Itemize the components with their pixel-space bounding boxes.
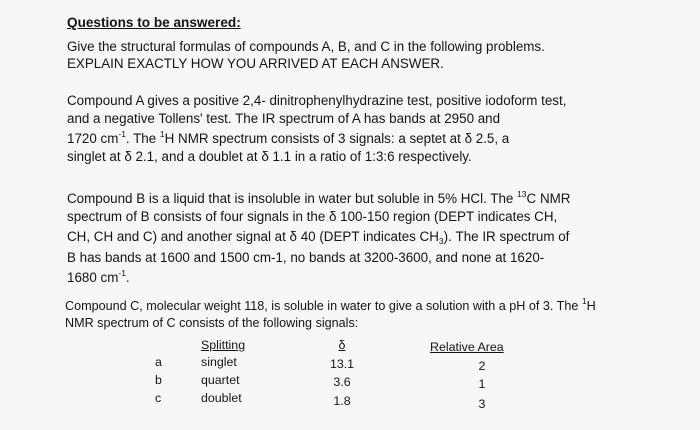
table-header-relative-area: Relative Area (430, 340, 504, 354)
compound-a-line-2: and a negative Tollens' test. The IR spectrum of A has bands at 2950 and (67, 111, 501, 126)
compound-a-line-4: singlet at δ 2.1, and a doublet at δ 1.1 in a ratio of 1:3:6 respectively. (67, 149, 472, 164)
compound-b-line-2: spectrum of B consists of four signals in the δ 100-150 region (DEPT indicates CH, (67, 209, 558, 224)
compound-b-line-5: 1680 $cm^{-1}$. (67, 268, 130, 285)
table-row-label: a (155, 355, 162, 369)
table-cell-delta: 1.8 (333, 394, 351, 408)
table-cell-splitting: singlet (201, 355, 237, 369)
table-cell-splitting: doublet (201, 391, 242, 405)
compound-a-line-1: Compound A gives a positive 2,4- dinitrophenylhydrazine test, positive iodoform test, (67, 93, 567, 108)
compound-c-line-1: Compound C, molecular weight 118, is soluble in water to give a solution with a pH of 3. The $^1$H (65, 296, 596, 313)
table-cell-delta: 3.6 (333, 375, 351, 389)
compound-b-line-1: Compound B is a liquid that is insoluble in water but soluble in 5% HCl. The $^{13}$C NMR (67, 189, 571, 206)
table-row-label: c (155, 391, 162, 405)
compound-a-line-3: 1720 $cm^{-1}$. The $^1$H NMR spectrum consists of 3 signals: a septet at δ 2.5, a (67, 129, 510, 146)
table-header-splitting: Splitting (201, 338, 246, 352)
table-header-delta: δ (338, 338, 346, 352)
table-cell-area: 3 (478, 397, 486, 411)
compound-b-line-4: B has bands at 1600 and 1500 cm-1, no bands at 3200-3600, and none at 1620- (67, 250, 545, 265)
table-row-label: b (155, 373, 162, 387)
table-cell-delta: 13.1 (329, 357, 355, 371)
table-cell-area: 2 (478, 359, 486, 373)
table-cell-area: 1 (478, 377, 486, 391)
table-cell-splitting: quartet (201, 373, 240, 387)
compound-c-line-2: NMR spectrum of C consists of the following signals: (65, 316, 359, 330)
intro-line-1: Give the structural formulas of compounds A, B, and C in the following problems. (67, 39, 545, 54)
intro-line-2: EXPLAIN EXACTLY HOW YOU ARRIVED AT EACH ANSWER. (67, 56, 444, 71)
section-heading: Questions to be answered: (67, 15, 241, 30)
compound-b-line-3: CH, CH and C) and another signal at δ 40 (DEPT indicates $CH_3$). The IR spectrum of (67, 229, 570, 246)
